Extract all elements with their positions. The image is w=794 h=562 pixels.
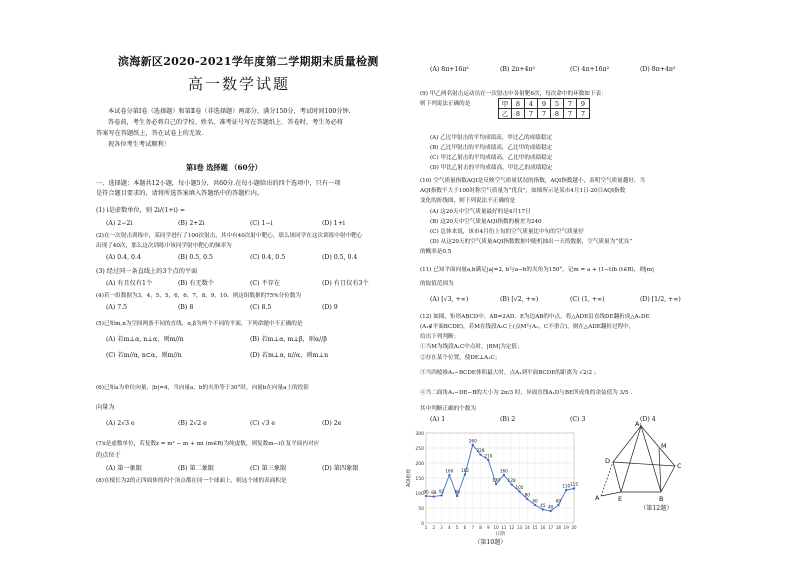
aqi-point-label: 60 xyxy=(555,498,562,504)
label-c: C xyxy=(677,462,682,470)
x-tick-label: 11 xyxy=(501,525,507,530)
q12-line-6: ③当四棱锥A₁−BCDE体积最大时，点A₁到平面BCDE的距离为 √2/2 ； xyxy=(420,370,600,376)
aqi-point xyxy=(565,489,567,491)
label-a: A xyxy=(595,494,600,502)
q6-opt-d: (D) 2e xyxy=(322,420,342,427)
q3-opt-b: (B) 有无数个 xyxy=(178,280,215,287)
aqi-point-label: 130 xyxy=(492,477,501,483)
aqi-point-label: 162 xyxy=(460,467,469,473)
aqi-point xyxy=(464,473,466,475)
q3-opt-c: (C) 不存在 xyxy=(250,280,281,287)
q1-opt-a: (A) 2−2i xyxy=(106,220,133,227)
aqi-point xyxy=(456,495,458,497)
q12-line-4: ①当M为线段A₁C中点时，|BM|为定值； xyxy=(420,344,523,350)
q10-opt-a: (A) 这20天中空气质量最好的是4月17日 xyxy=(430,209,531,215)
x-tick-label: 5 xyxy=(455,525,459,530)
y-tick-label: 100 xyxy=(415,491,424,497)
q12-line-8: 其中判断正确的个数为 xyxy=(420,406,476,412)
q6-stem2: 向量为 xyxy=(96,404,115,411)
aqi-point xyxy=(495,483,497,485)
q3-stem: (3) 经过同一条直线上的3个点的平面 xyxy=(96,268,198,275)
q10-opt-c: (C) 总体来说，该市4月份上旬的空气质量比中旬的空气质量好 xyxy=(430,229,584,235)
y-axis-label: AQI指数 xyxy=(407,469,412,487)
q11-opt-d: (D) [1/2, +∞) xyxy=(640,296,681,303)
x-tick-label: 1 xyxy=(424,525,428,530)
intro-line-2: 答卷前，考生务必将自己的学校、姓名、准考证号写在答题纸上．答卷时，考生务必将 xyxy=(108,119,344,126)
cell: 8 xyxy=(512,99,525,109)
q8-opt-c: (C) 4π+16π² xyxy=(570,66,610,73)
aqi-point-label: 80 xyxy=(524,492,530,498)
aqi-point xyxy=(487,459,489,461)
q5-stem: (5)已知m,n为空间两条不同的直线，α,β为两个不同的平面，下列命题中不正确的是 xyxy=(96,321,303,327)
x-tick-label: 8 xyxy=(479,525,482,530)
q5-opt-c: (C) 若m//α, n⊂α，则m//n xyxy=(106,352,182,359)
y-tick-label: 0 xyxy=(421,521,424,527)
q1-stem: (1) i是虚数单位，则 2i/(1+i) = xyxy=(96,207,186,214)
edge-a1-d xyxy=(613,426,641,462)
q11-opt-c: (C) (1, +∞) xyxy=(570,296,605,303)
q8-stem: (8)在棱长为2的正四面体的四个顶点都在同一个球面上，则这个球的表面积是 xyxy=(96,478,287,484)
label-a1: A₁ xyxy=(635,420,643,428)
q9-opt-c: (C) 甲比乙射击的平均成绩高，乙比甲的成绩稳定 xyxy=(430,155,553,161)
x-tick-label: 17 xyxy=(548,525,554,530)
geometry-figure xyxy=(595,420,705,510)
intro-line-4: 祝各位考生考试顺利！ xyxy=(108,141,170,148)
cell: 9 xyxy=(538,99,551,109)
q2-opt-a: (A) 0.4, 0.4 xyxy=(106,254,141,261)
q9-stem2: 则下列说法正确的是 xyxy=(420,101,471,107)
q7-opt-b: (B) 第二象限 xyxy=(178,465,215,472)
q6-opt-c: (C) √3 e xyxy=(250,420,276,427)
q9-stem: (9) 甲乙两名射击运动员在一次射击中各射靶6次，每次命中的环数如下表： xyxy=(420,91,607,97)
aqi-point xyxy=(433,495,435,497)
aqi-point xyxy=(440,494,442,496)
q2-opt-d: (D) 0.5, 0.4 xyxy=(322,254,358,261)
y-tick-label: 300 xyxy=(415,431,424,437)
q2-opt-c: (C) 0.4, 0.5 xyxy=(250,254,286,261)
aqi-point xyxy=(425,495,427,497)
cell: 7 xyxy=(525,109,538,119)
q10-stem2: AQI指数不大于100时称空气质量为“优良”，如图所示是某市4月1日-20日AQI指数 xyxy=(420,188,626,194)
aqi-point-label: 160 xyxy=(445,468,454,474)
aqi-point xyxy=(503,474,505,476)
label-e: E xyxy=(618,495,623,503)
aqi-point xyxy=(526,498,528,500)
q1-opt-c: (C) 1−i xyxy=(250,220,273,227)
x-tick-label: 13 xyxy=(516,525,523,530)
aqi-point xyxy=(573,487,575,489)
table-row xyxy=(499,99,590,109)
x-tick-label: 16 xyxy=(540,525,546,530)
q9-opt-b: (B) 乙比甲射击的平均成绩高，乙比甲的成绩稳定 xyxy=(430,145,553,151)
cell: 7 xyxy=(564,99,577,109)
x-axis-label: 日期 xyxy=(495,532,505,537)
q10-opt-d-cont: 的概率是0.5 xyxy=(420,249,452,255)
exam-title: 滨海新区2020-2021学年度第二学期期末质量检测 xyxy=(118,55,379,68)
aqi-point-label: 128 xyxy=(507,478,516,484)
x-tick-label: 3 xyxy=(440,525,443,530)
aqi-point-label: 90 xyxy=(423,489,429,495)
q4-opt-d: (D) 9 xyxy=(322,304,338,311)
q12-line-3: 给出下列判断： xyxy=(420,334,460,340)
q12-opt-d: (D) 4 xyxy=(640,416,656,423)
aqi-point xyxy=(510,483,512,485)
aqi-point xyxy=(542,508,544,510)
row-name: 甲 xyxy=(499,99,512,109)
aqi-point-label: 60 xyxy=(532,498,538,504)
aqi-point-label: 88 xyxy=(431,490,437,496)
y-tick-label: 150 xyxy=(415,476,424,482)
x-tick-label: 7 xyxy=(471,525,475,530)
q11-opt-b: (B) [√2, +∞) xyxy=(500,296,539,303)
edge-a1-b xyxy=(641,426,661,492)
q4-opt-b: (B) 8 xyxy=(178,304,194,311)
aqi-point-label: 90 xyxy=(454,489,460,495)
cell: 9 xyxy=(577,99,590,109)
x-tick-label: 9 xyxy=(487,525,490,530)
x-tick-label: 10 xyxy=(493,525,499,530)
aqi-point-label: 228 xyxy=(476,448,485,454)
aqi-line-chart xyxy=(404,427,579,537)
cell: 5 xyxy=(551,99,564,109)
q12-line-2: (A₁∉平面BCDE)，若M在线段A₁C上(点M与A₁，C不重合)，则在△ADE翻折过程中， xyxy=(420,324,635,330)
aqi-point xyxy=(448,474,450,476)
aqi-point-label: 45 xyxy=(540,503,546,508)
x-tick-label: 4 xyxy=(448,525,451,530)
cell: 7 xyxy=(564,109,577,119)
y-tick-label: 50 xyxy=(418,506,424,512)
q6-opt-a: (A) 2√3 e xyxy=(106,420,135,427)
edge-c-b xyxy=(661,466,675,492)
q4-opt-a: (A) 7.5 xyxy=(106,304,128,311)
section1-heading: 第Ⅰ卷 选择题 （60分） xyxy=(186,163,262,172)
x-tick-label: 18 xyxy=(555,525,561,530)
label-b: B xyxy=(659,495,664,503)
aqi-point-label: 160 xyxy=(499,468,508,474)
q8-opt-d: (D) 8π+4π² xyxy=(640,66,676,73)
q12-line-1: (12) 如图，矩形ABCD中，AB=2AD，E为边AB的中点，将△ADE沿直线DE翻折成△A₁DE xyxy=(420,314,650,320)
aqi-point xyxy=(549,510,551,512)
q12-opt-c: (C) 3 xyxy=(570,416,586,423)
section1-instr-2: 是符合题目要求的，请将所选答案填入答题纸中的答题栏内。 xyxy=(96,190,264,197)
aqi-point xyxy=(518,490,520,492)
q3-opt-a: (A) 有且仅有1个 xyxy=(106,280,153,287)
aqi-point-label: 260 xyxy=(468,438,477,444)
aqi-point-label: 210 xyxy=(484,453,493,459)
q12-line-5: ②存在某个位置，使DE⊥A₁C； xyxy=(420,355,501,361)
cell: 4 xyxy=(525,99,538,109)
q2-stem: (2)在一次射击训练中，某同学进行了100次射击，其中有40次射中靶心，那么该同学在这次训练中射中靶心 xyxy=(96,233,363,239)
q8-opt-b: (B) 2π+4π² xyxy=(500,66,536,73)
fig10-caption: （第10题） xyxy=(474,539,507,546)
aqi-point xyxy=(472,444,474,446)
q12-opt-a: (A) 1 xyxy=(430,416,446,423)
q4-stem: (4)若一组数据为3，4，5，5，6，6，7，8，9，10，则这组数据的75%分位数为 xyxy=(96,293,301,299)
aqi-point-label: 40 xyxy=(547,504,554,510)
aqi-point-label: 115 xyxy=(570,482,578,487)
q10-stem: (10) 空气质量指数AQI是反映空气质量状况的指数，AQI指数越小，表明空气质量越好，当 xyxy=(420,178,646,184)
aqi-point xyxy=(534,504,536,506)
q10-opt-d: (D) 从这20天的空气质量AQI指数数据中随机抽出一天的数据，空气质量为“优良” xyxy=(430,239,633,245)
exam-subtitle: 高一数学试题 xyxy=(188,75,291,93)
q10-opt-b: (B) 这20天中空气质量AQI指数的极差为240 xyxy=(430,219,542,225)
edge-d-c xyxy=(613,462,675,466)
q2-opt-b: (B) 0.5, 0.5 xyxy=(178,254,213,261)
q5-opt-b: (B) 若m⊥α, m⊥β，则α//β xyxy=(250,336,327,343)
cell: 8 xyxy=(551,109,564,119)
q11-opt-a: (A) [√3, +∞) xyxy=(430,296,469,303)
y-tick-label: 250 xyxy=(415,446,424,452)
q10-stem3: 变化的折线图，则下列说法不正确的是 xyxy=(420,198,516,204)
q6-opt-b: (B) 2√2 e xyxy=(178,420,207,427)
edge-a1-e xyxy=(621,426,641,492)
label-m: M xyxy=(661,442,667,450)
cell: 7 xyxy=(577,109,590,119)
row-name: 乙 xyxy=(499,109,512,119)
q8-opt-a: (A) 8π+16π² xyxy=(430,66,469,73)
q7-opt-a: (A) 第一象限 xyxy=(106,465,143,472)
cell: 8 xyxy=(512,109,525,119)
q1-opt-b: (B) 2+2i xyxy=(178,220,205,227)
q6-stem: (6)已知a为单位向量，|b|=4，当向量a，b的夹角等于30°时，向量b在向量a上的投影 xyxy=(96,385,309,391)
q3-opt-d: (D) 有且仅有3个 xyxy=(322,280,369,287)
x-tick-label: 20 xyxy=(571,525,577,530)
q7-opt-d: (D) 第四象限 xyxy=(322,465,359,472)
intro-line-1: 本试卷分第Ⅰ卷（选择题）和第Ⅱ卷（非选择题）两部分，满分150分，考试时间100分钟. xyxy=(108,108,351,115)
aqi-point-label: 92 xyxy=(438,488,445,494)
intro-line-3: 答案写在答题纸上，答在试卷上的无效. xyxy=(96,130,204,137)
aqi-point xyxy=(479,453,481,455)
q11-stem: (11) 已知平面向量a,b满足|a|=2, b与a−b的夹角为150°，记m = a + (1−t)b (t∈R)，则|m| xyxy=(420,267,654,273)
x-tick-label: 6 xyxy=(463,525,467,530)
q12-line-7: ④当二面角A₁−DE−B的大小为 2π/3 时，异面直线A₁D与BE所成角的余弦值为 3/5 . xyxy=(420,390,633,396)
q5-opt-a: (A) 若m⊥α, n⊥α，则m//n xyxy=(106,336,184,343)
q1-opt-d: (D) 1+i xyxy=(322,220,345,227)
table-row xyxy=(499,109,590,119)
aqi-point-label: 110 xyxy=(562,483,571,489)
q9-opt-d: (D) 甲比乙射击的平均成绩高，甲比乙的成绩稳定 xyxy=(430,165,553,171)
edge-a-d xyxy=(601,462,613,496)
q4-opt-c: (C) 8.5 xyxy=(250,304,272,311)
edge-a1-c xyxy=(641,426,675,466)
edge-d-e xyxy=(613,462,621,492)
q2-stem2: 出现了40次，那么这次训练中该同学射中靶心的频率为 xyxy=(96,243,232,249)
x-tick-label: 19 xyxy=(563,525,569,530)
q5-opt-d: (D) 若m⊥α, n//α，则m⊥n xyxy=(250,352,329,359)
x-tick-label: 12 xyxy=(509,525,515,530)
q7-opt-c: (C) 第三象限 xyxy=(250,465,287,472)
q7-stem: (7)i是虚数单位，若复数z = m² − m + mi (m∈R)为纯虚数，则复数m−i在复平面内对应 xyxy=(96,441,320,447)
q7-stem2: 的点位于 xyxy=(96,452,121,459)
x-tick-label: 2 xyxy=(432,525,436,530)
section1-instr-1: 一、选择题：本题共12小题，每小题5分，共60分.在每小题给出的四个选项中，只有一项 xyxy=(96,180,341,187)
fig12-caption: （第12题） xyxy=(640,505,673,512)
q9-score-table xyxy=(498,98,590,119)
x-tick-label: 14 xyxy=(524,525,530,530)
y-tick-label: 200 xyxy=(415,461,424,467)
q9-opt-a: (A) 乙比甲射击的平均成绩高，甲比乙的成绩稳定 xyxy=(430,135,553,141)
aqi-point-label: 105 xyxy=(515,485,524,490)
label-d: D xyxy=(605,457,611,465)
q11-stem2: 的取值范围为 xyxy=(420,281,454,287)
x-tick-label: 15 xyxy=(532,525,538,530)
q12-opt-b: (B) 2 xyxy=(500,416,516,423)
aqi-point xyxy=(557,504,559,506)
cell: 7 xyxy=(538,109,551,119)
